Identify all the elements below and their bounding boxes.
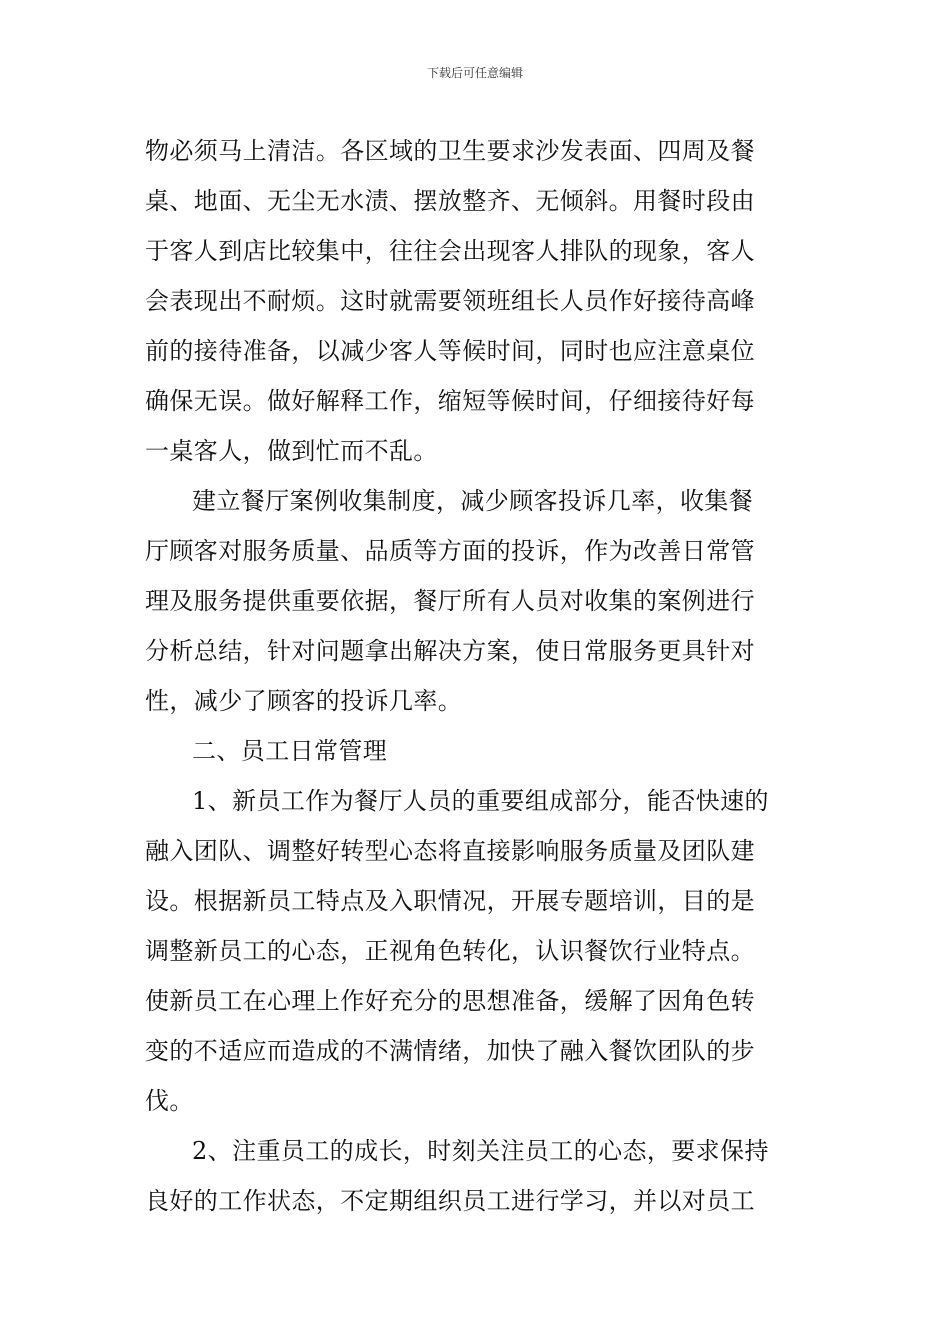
text-line: 分析总结，针对问题拿出解决方案，使日常服务更具针对 (145, 637, 755, 665)
text-line: 于客人到店比较集中，往往会出现客人排队的现象，客人 (145, 237, 755, 265)
text-line: 设。根据新员工特点及入职情况，开展专题培训，目的是 (145, 887, 755, 915)
text-line: 确保无误。做好解释工作，缩短等候时间，仔细接待好每 (145, 387, 755, 415)
text-line: 桌、地面、无尘无水渍、摆放整齐、无倾斜。用餐时段由 (145, 187, 755, 215)
paragraph-start-line: 1、新员工作为餐厅人员的重要组成部分，能否快速的 (192, 787, 769, 815)
paragraph-start-line: 建立餐厅案例收集制度，减少顾客投诉几率，收集餐 (192, 487, 754, 515)
paragraph-start-line: 2、注重员工的成长，时刻关注员工的心态，要求保持 (192, 1137, 769, 1165)
page-header: 下载后可任意编辑 (426, 66, 523, 80)
text-line: 一桌客人，做到忙而不乱。 (145, 437, 438, 465)
text-line: 会表现出不耐烦。这时就需要领班组长人员作好接待高峰 (145, 287, 755, 315)
text-line: 物必须马上清洁。各区域的卫生要求沙发表面、四周及餐 (145, 137, 755, 165)
text-line: 伐。 (145, 1087, 194, 1115)
text-line: 良好的工作状态，不定期组织员工进行学习，并以对员工 (145, 1187, 755, 1215)
text-line: 厅顾客对服务质量、品质等方面的投诉，作为改善日常管 (145, 537, 755, 565)
text-line: 变的不适应而造成的不满情绪，加快了融入餐饮团队的步 (145, 1037, 755, 1065)
text-line: 性，减少了顾客的投诉几率。 (145, 687, 463, 715)
text-line: 理及服务提供重要依据，餐厅所有人员对收集的案例进行 (145, 587, 755, 615)
text-line: 前的接待准备，以减少客人等候时间，同时也应注意桌位 (145, 337, 755, 365)
text-line: 融入团队、调整好转型心态将直接影响服务质量及团队建 (145, 837, 755, 865)
section-heading: 二、员工日常管理 (192, 737, 388, 765)
text-line: 调整新员工的心态，正视角色转化，认识餐饮行业特点。 (145, 937, 755, 965)
text-line: 使新员工在心理上作好充分的思想准备，缓解了因角色转 (145, 987, 755, 1015)
